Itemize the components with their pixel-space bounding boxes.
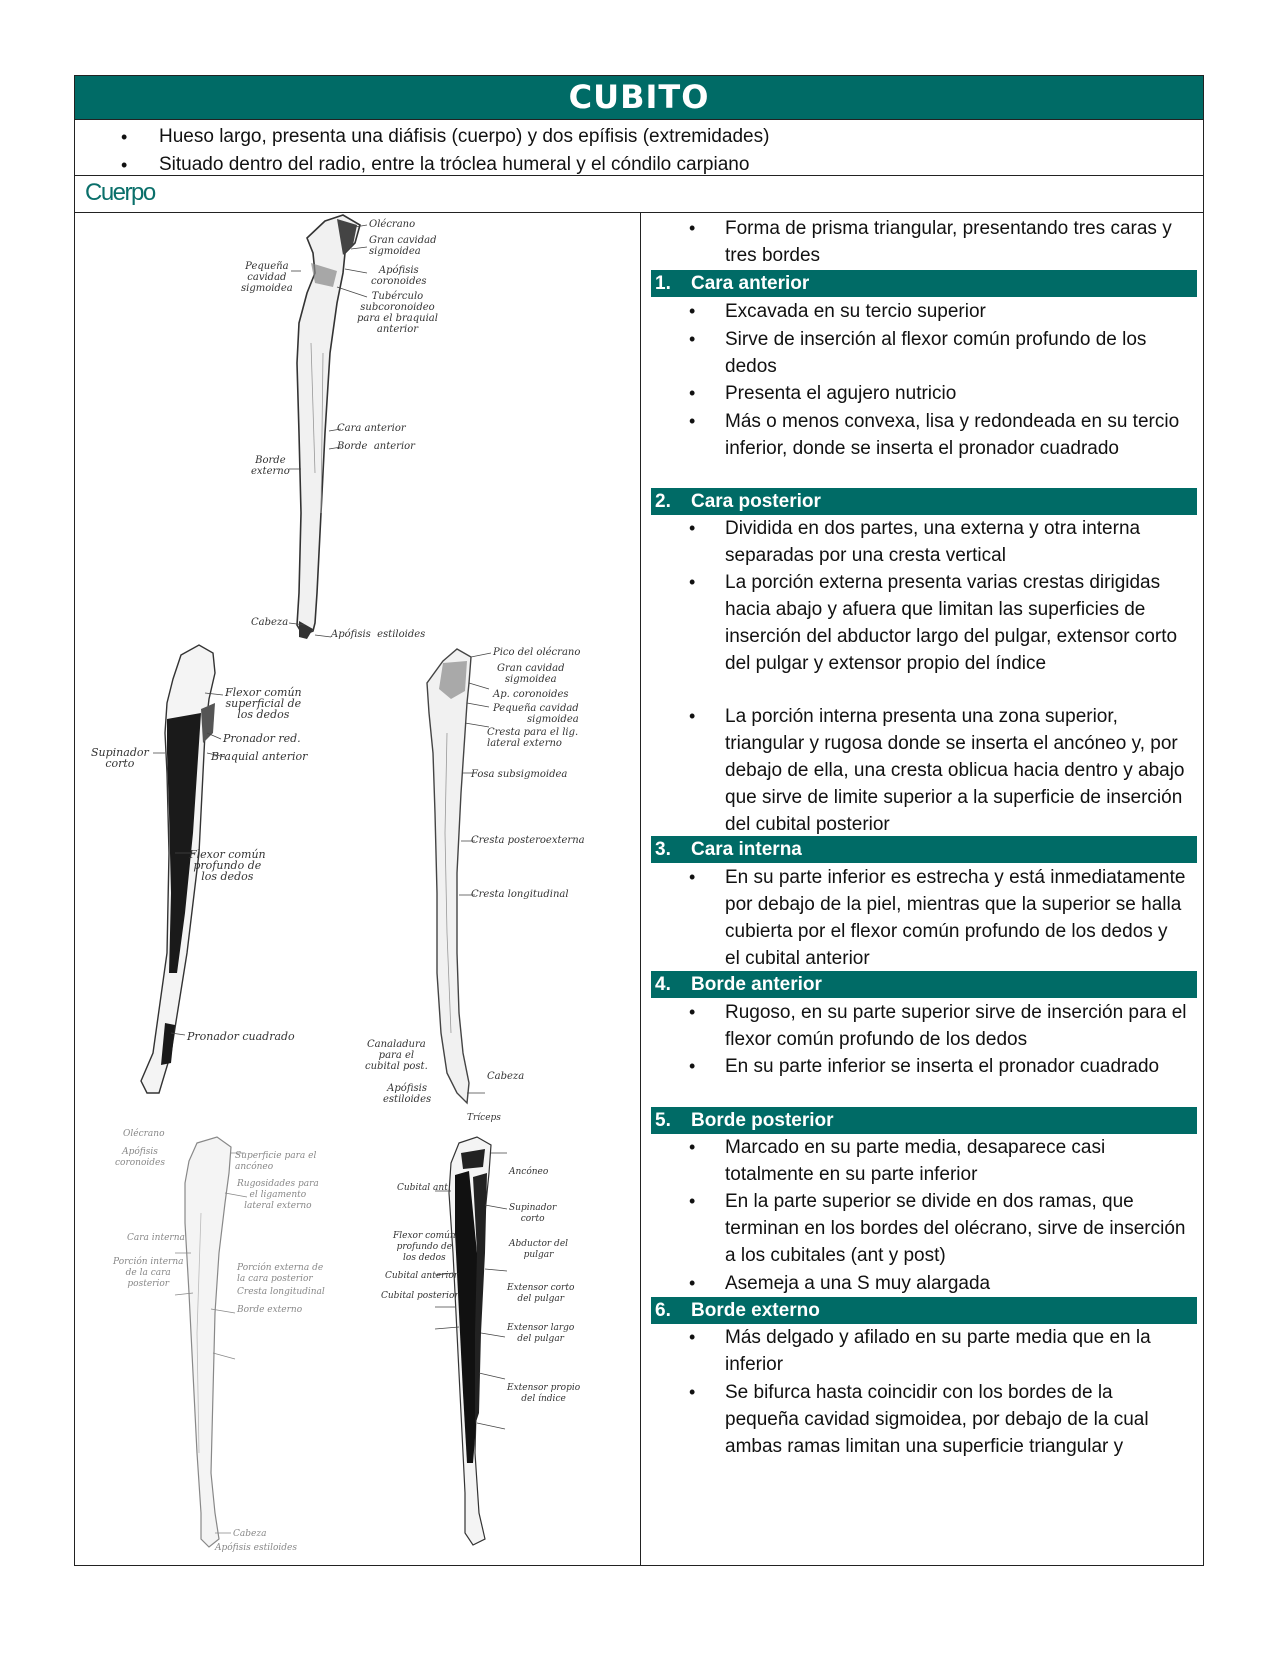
label-olecrano: Olécrano (369, 219, 416, 230)
section-header-cara-posterior: 2. Cara posterior (651, 488, 1197, 515)
label-ap-coronoides: Ap. coronoides (493, 689, 569, 700)
label-supinador-corto: Supinador corto (91, 746, 149, 770)
label-cara-anterior: Cara anterior (337, 423, 406, 434)
list-item: • Se bifurca hasta coincidir con los bordes de la pequeña cavidad sigmoidea, por debajo de la cual ambas ramas limitan una superficie triangular y (689, 1382, 1149, 1457)
label-supinador-corto-posterior: Supinador corto (509, 1203, 557, 1224)
section-heading: Cuerpo (85, 179, 155, 206)
label-cubital-posterior: Cubital posterior (381, 1291, 459, 1301)
label-superficie-anconeo: Superficie para el ancóneo (235, 1151, 317, 1172)
label-borde-externo-posterior: Borde externo (237, 1305, 303, 1315)
label-fosa-subsigmoidea: Fosa subsigmoidea (471, 769, 568, 780)
label-cara-interna: Cara interna (127, 1233, 185, 1243)
label-cabeza-lateral: Cabeza (487, 1071, 525, 1082)
intro-section (75, 119, 1203, 176)
label-rugosidades: Rugosidades para el ligamento lateral externo (237, 1179, 319, 1211)
label-porcion-interna: Porción interna de la cara posterior (113, 1257, 184, 1289)
section-header-cara-anterior: 1. Cara anterior (651, 270, 1197, 297)
label-cubital-anterior: Cubital anterior (385, 1271, 459, 1281)
intro-list (75, 123, 1203, 179)
label-extensor-largo: Extensor largo del pulgar (507, 1323, 575, 1344)
list-item: • Presenta el agujero nutricio (689, 383, 957, 404)
section-header-cara-interna: 3. Cara interna (651, 836, 1197, 863)
page-title: CUBITO (75, 76, 1203, 120)
list-item: • Sirve de inserción al flexor común profundo de los dedos (689, 329, 1147, 377)
list-item: • La porción interna presenta una zona superior, triangular y rugosa donde se inserta el ancóneo y, por debajo de ella, una cresta oblicua hacia dentro y abajo que sirve de limite superior a la superficie de inserción del cubital posterior (689, 706, 1185, 835)
label-pico-olecranon: Pico del olécrano (493, 647, 581, 658)
list-item: • Marcado en su parte media, desaparece casi totalmente en su parte inferior (689, 1137, 1106, 1185)
label-apofisis-estiloides: Apófisis estiloides (331, 629, 426, 640)
label-flexor-comun-posterior: Flexor común profundo de los dedos (393, 1231, 456, 1263)
intro-bullet: • Situado dentro del radio, entre la tróclea humeral y el cóndilo carpiano (159, 151, 1203, 179)
content-column (641, 213, 1203, 1565)
label-pronador-redondo: Pronador red. (223, 732, 301, 745)
list-item: • La porción externa presenta varias crestas dirigidas hacia abajo y afuera que limitan las superficies de inserción del abductor largo del pulgar, extensor corto del pulgar y extensor propio del índice (689, 572, 1178, 674)
section-header-borde-posterior: 5. Borde posterior (651, 1107, 1197, 1134)
list-item: • Más delgado y afilado en su parte media que en la inferior (689, 1327, 1151, 1375)
intro-bullet: • Hueso largo, presenta una diáfisis (cuerpo) y dos epífisis (extremidades) (159, 123, 1203, 151)
page-frame (74, 75, 1204, 1566)
illustrations-column (75, 213, 641, 1565)
section-header-borde-externo: 6. Borde externo (651, 1297, 1197, 1324)
label-cresta-longitudinal-posterior: Cresta longitudinal (237, 1287, 325, 1297)
label-gran-cavidad: Gran cavidad sigmoidea (369, 235, 437, 257)
label-tuberculo: Tubérculo subcoronoideo para el braquial anterior (357, 291, 438, 335)
label-abductor-pulgar: Abductor del pulgar (509, 1239, 569, 1260)
label-canaladura: Canaladura para el cubital post. (365, 1039, 428, 1072)
label-flexor-profundo: Flexor común profundo de los dedos (189, 848, 266, 883)
label-extensor-corto: Extensor corto del pulgar (507, 1283, 575, 1304)
label-anconeo: Ancóneo (509, 1167, 549, 1177)
label-porcion-externa: Porción externa de la cara posterior (237, 1263, 324, 1284)
label-pronador-cuadrado: Pronador cuadrado (187, 1030, 295, 1043)
label-extensor-propio: Extensor propio del índice (507, 1383, 581, 1404)
label-braquial-anterior: Braquial anterior (211, 750, 308, 763)
label-cresta-longitudinal: Cresta longitudinal (471, 889, 569, 900)
label-apofisis-estiloides-posterior: Apófisis estiloides (215, 1543, 297, 1553)
list-item: • Rugoso, en su parte superior sirve de inserción para el flexor común profundo de los dedos (689, 1002, 1187, 1050)
intro-bullet: • Forma de prisma triangular, presentando tres caras y tres bordes (689, 218, 1172, 266)
list-item: • En su parte inferior es estrecha y está inmediatamente por debajo de la piel, mientras que la superior se halla cubierta por el flexor común profundo de los dedos y el cubital anterior (689, 867, 1186, 969)
list-item: • Asemeja a una S muy alargada (689, 1273, 991, 1294)
label-cresta-ligamento: Cresta para el lig. lateral externo (487, 727, 579, 749)
list-item: • Dividida en dos partes, una externa y otra interna separadas por una cresta vertical (689, 518, 1141, 566)
list-item: • En la parte superior se divide en dos ramas, que terminan en los bordes del olécrano, sirve de inserción a los cubitales (ant y post) (689, 1191, 1186, 1266)
label-flexor-superficial: Flexor común superficial de los dedos (225, 686, 302, 721)
label-apofisis-estiloides-lateral: Apófisis estiloides (383, 1083, 432, 1105)
label-triceps: Tríceps (467, 1113, 501, 1123)
label-cabeza: Cabeza (251, 617, 289, 628)
label-borde-externo: Borde externo (251, 455, 290, 477)
ulna-figure-muscles-posterior (435, 1137, 507, 1545)
label-gran-cavidad-lateral: Gran cavidad sigmoidea (497, 663, 565, 685)
label-cubital-ant: Cubital ant. (397, 1183, 451, 1193)
section-header-borde-anterior: 4. Borde anterior (651, 971, 1197, 998)
section-row (75, 176, 1203, 213)
label-cresta-posteroexterna: Cresta posteroexterna (471, 835, 585, 846)
label-apofisis-coronoides-posterior: Apófisis coronoides (115, 1147, 165, 1168)
label-apofisis-coronoides: Apófisis coronoides (371, 265, 427, 287)
label-cabeza-posterior: Cabeza (233, 1529, 267, 1539)
label-pequena-cavidad: Pequeña cavidad sigmoidea (241, 261, 293, 294)
list-item: • Más o menos convexa, lisa y redondeada en su tercio inferior, donde se inserta el pronador cuadrado (689, 411, 1180, 459)
list-item: • Excavada en su tercio superior (689, 301, 986, 322)
label-pequena-cavidad-lateral: Pequeña cavidad sigmoidea (493, 703, 579, 725)
ulna-figure-lateral (427, 649, 491, 1103)
list-item: • En su parte inferior se inserta el pronador cuadrado (689, 1056, 1160, 1077)
label-olecrano-posterior: Olécrano (123, 1129, 165, 1139)
label-borde-anterior: Borde anterior (337, 441, 415, 452)
